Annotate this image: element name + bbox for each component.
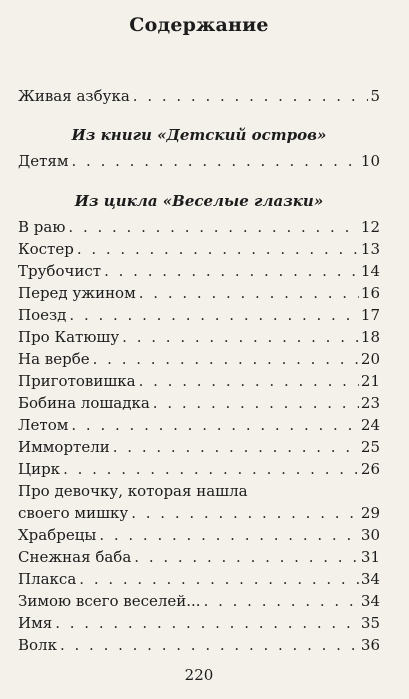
entry-title: Летом — [18, 416, 69, 434]
leader-dots — [77, 240, 359, 258]
leader-dots — [79, 570, 359, 588]
entry-page: 17 — [360, 306, 380, 324]
entry-title: На вербе — [18, 350, 90, 368]
entry-page: 12 — [360, 218, 380, 236]
leader-dots — [139, 372, 359, 390]
entry-page: 21 — [360, 372, 380, 390]
entry-page: 18 — [360, 328, 380, 346]
toc-page — [18, 0, 380, 699]
entry-title: Живая азбука — [18, 87, 130, 105]
toc-entry[interactable] — [18, 460, 380, 478]
leader-dots — [69, 306, 359, 324]
toc-entry[interactable] — [18, 548, 380, 566]
entry-title: Перед ужином — [18, 284, 136, 302]
entry-page: 5 — [370, 87, 380, 105]
entry-title: Бобина лошадка — [18, 394, 150, 412]
entry-title: Плакса — [18, 570, 77, 588]
entry-title: Про Катюшу — [18, 328, 120, 346]
entry-title: Снежная баба — [18, 548, 132, 566]
leader-dots — [122, 328, 359, 346]
page-number: 220 — [184, 666, 214, 684]
leader-dots — [204, 592, 359, 610]
entry-title: своего мишку — [18, 504, 129, 522]
leader-dots — [134, 548, 359, 566]
leader-dots — [99, 526, 359, 544]
leader-dots — [133, 87, 369, 105]
entry-page: 31 — [360, 548, 380, 566]
toc-entry[interactable] — [18, 438, 380, 456]
leader-dots — [60, 636, 359, 654]
entry-page: 20 — [360, 350, 380, 368]
toc-entry[interactable] — [18, 328, 380, 346]
toc-entry[interactable] — [18, 416, 380, 434]
leader-dots — [104, 262, 359, 280]
entry-page: 26 — [360, 460, 380, 478]
entry-title: Трубочист — [18, 262, 102, 280]
toc-entry[interactable] — [18, 87, 380, 105]
entry-page: 34 — [360, 592, 380, 610]
leader-dots — [113, 438, 359, 456]
entry-title: В раю — [18, 218, 66, 236]
entry-title: Поезд — [18, 306, 67, 324]
entry-title: Цирк — [18, 460, 61, 478]
toc-entry[interactable] — [18, 592, 380, 610]
toc-entry[interactable] — [18, 570, 380, 588]
entry-page: 34 — [360, 570, 380, 588]
entry-title: Костер — [18, 240, 74, 258]
leader-dots — [93, 350, 359, 368]
leader-dots — [72, 152, 359, 170]
toc-entry[interactable] — [18, 350, 380, 368]
leader-dots — [131, 504, 359, 522]
entry-title: Зимою всего веселей... — [18, 592, 201, 610]
entry-page: 36 — [360, 636, 380, 654]
toc-entry[interactable] — [18, 372, 380, 390]
entry-title: Волк — [18, 636, 57, 654]
toc-entry[interactable] — [18, 218, 380, 236]
entry-page: 10 — [360, 152, 380, 170]
entry-page: 24 — [360, 416, 380, 434]
entry-page: 23 — [360, 394, 380, 412]
leader-dots — [139, 284, 359, 302]
entry-title: Приготовишка — [18, 372, 136, 390]
entry-page: 16 — [360, 284, 380, 302]
toc-entry[interactable] — [18, 152, 380, 170]
entry-page: 13 — [360, 240, 380, 258]
entry-title: Детям — [18, 152, 69, 170]
entry-title: Имя — [18, 614, 53, 632]
entry-page: 14 — [360, 262, 380, 280]
toc-entry[interactable] — [18, 262, 380, 280]
leader-dots — [68, 218, 359, 236]
entry-title-line1[interactable]: Про девочку, которая нашла — [18, 482, 248, 500]
page-title: Содержание — [129, 14, 269, 36]
toc-entry[interactable] — [18, 240, 380, 258]
leader-dots — [63, 460, 359, 478]
toc-entry[interactable] — [18, 526, 380, 544]
section-heading: Из книги «Детский остров» — [71, 126, 327, 144]
toc-entry[interactable] — [18, 636, 380, 654]
leader-dots — [153, 394, 359, 412]
entry-page: 35 — [360, 614, 380, 632]
toc-entry[interactable] — [18, 284, 380, 302]
leader-dots — [71, 416, 359, 434]
entry-page: 30 — [360, 526, 380, 544]
toc-entry[interactable] — [18, 614, 380, 632]
entry-page: 25 — [360, 438, 380, 456]
entry-page: 29 — [360, 504, 380, 522]
entry-title: Храбрецы — [18, 526, 97, 544]
entry-title: Иммортели — [18, 438, 110, 456]
section-heading: Из цикла «Веселые глазки» — [74, 192, 324, 210]
leader-dots — [55, 614, 359, 632]
toc-entry[interactable] — [18, 394, 380, 412]
toc-entry[interactable] — [18, 306, 380, 324]
toc-entry[interactable] — [18, 504, 380, 522]
